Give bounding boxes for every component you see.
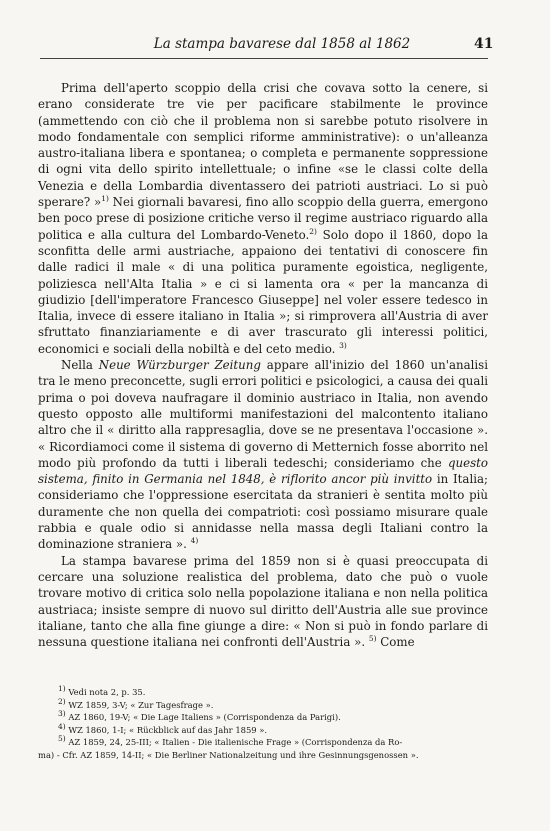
footnote-number: 4) <box>58 721 66 731</box>
paragraph-3-text: La stampa bavarese prima del 1859 non si è quasi preoccupata di cercare una soluzione realistica del problema, dato che può o vuole trovare motivo di critica solo nella popolazione italiana e non nella politica austriaca; insiste sempre di nuovo sul diritto dell'Austria alle sue province italiane, tanto che alla fine giunge a dire: « Non si può in fondo parlare di nessuna questione italiana nei confronti dell'Austria ». <box>38 553 488 650</box>
footnote-text: AZ 1860, 19-V; « Die Lage Italiens » (Corrispondenza da Parigi). <box>65 712 341 722</box>
footnote-ref: 5) <box>368 634 377 644</box>
footnote-text: Vedi nota 2, p. 35. <box>65 687 146 697</box>
paragraph-2-text-c: in Italia; consideriamo che l'oppressione esercitata da stranieri è sentita molto più duramente che non quella dei compatrioti: così possiamo misurare quale rabbia e quale odio si annidasse nella massa degli Italiani contro la dominazione straniera ». <box>38 472 488 552</box>
footnote-number: 1) <box>58 684 66 694</box>
footnotes <box>38 686 488 761</box>
emphasized-quote: questo sistema, finito in Germania nel 1848, è riflorito ancor più invitto <box>38 455 488 487</box>
footnote-3 <box>38 711 488 724</box>
page-number: 41 <box>474 36 494 52</box>
footnote-text: AZ 1859, 24, 25-III; « Italien - Die italienische Frage » (Corrispondenza da Ro- <box>65 737 403 747</box>
footnote-ref: 3) <box>339 340 347 350</box>
footnote-ref: 2) <box>309 226 317 236</box>
footnote-number: 3) <box>58 709 66 719</box>
footnote-2 <box>38 696 488 712</box>
footnote-1 <box>38 686 488 699</box>
footnote-ref: 4) <box>190 536 199 546</box>
paragraph-1-text: Prima dell'aperto scoppio della crisi che covava sotto la cenere, si erano considerate tre vie per pacificare stabilmente le province (ammettendo con ciò che il problema non si sarebbe potuto risolvere in modo fondamentale con semplici riforme amministrative): o un'alleanza austro-italiana libera e spontanea; o completa e permanente soppressione di ogni vita dello spirito intellettuale; o infine «se le classi colte della Venezia e della Lombardia diventassero dei patrioti austriaci. Lo si può sperare? » <box>38 81 488 210</box>
paragraph-1 <box>38 80 488 357</box>
footnote-number: 5) <box>58 734 66 744</box>
paragraph-2-text-a: Nella <box>61 358 99 373</box>
header-rule <box>40 58 488 59</box>
footnote-text: WZ 1860, 1-I; « Rückblick auf das Jahr 1859 ». <box>65 724 268 735</box>
footnote-5 <box>38 736 488 749</box>
paragraph-1-text-c: Solo dopo il 1860, dopo la sconfitta delle armi austriache, appaiono dei tentativi di conoscere fin dalle radici il male « di una politica puramente egoistica, negligente, poliziesca nell'Alta Italia » e ci si lamenta ora « per la mancanza di giudizio [dell'imperatore Francesco Giuseppe] nel voler essere tedesco in Italia, invece di essere italiano in Italia »; si rimprovera all'Austria di aver sfruttato finanziariamente e di aver trascurato gli interessi politici, economici e sociali della nobiltà e del ceto medio. <box>38 227 488 356</box>
paragraph-1-text-b: Nei giornali bavaresi, fino allo scoppio della guerra, emergono ben poco prese di posizione critiche verso il regime austriaco riguardo alla politica e alla cultura del Lombardo-Veneto. <box>38 195 488 242</box>
paragraph-2-text-b: appare all'inizio del 1860 un'analisi tra le meno preconcette, sugli errori politici e psicologici, a causa dei quali prima o poi doveva naufragare il dominio austriaco in Italia, non avendo questo opposto alle multiformi manifestazioni del malcontento italiano altro che il « diritto alla rappresaglia, dove se ne presentava l'occasione ». « Ricordiamoci come il sistema di governo di Metternich fosse aborrito nel modo più profondo da tutti i liberali tedeschi; consideriamo che <box>38 358 488 470</box>
footnote-number: 2) <box>58 696 66 706</box>
footnote-5-continuation: ma) - Cfr. AZ 1859, 14-II; « Die Berliner Nationalzeitung und ihre Gesinnungsgenossen ». <box>38 749 419 760</box>
footnote-text: WZ 1859, 3-V; « Zur Tagesfrage ». <box>65 699 214 710</box>
paragraph-3-end: Come <box>376 635 415 650</box>
footnote-ref: 1) <box>101 194 109 204</box>
journal-name: Neue Würzburger Zeitung <box>98 358 261 373</box>
paragraph-2 <box>38 357 488 553</box>
body-text <box>38 80 488 650</box>
paragraph-3 <box>38 553 488 651</box>
running-header: La stampa bavarese dal 1858 al 1862 <box>153 36 411 52</box>
footnote-4 <box>38 721 488 737</box>
